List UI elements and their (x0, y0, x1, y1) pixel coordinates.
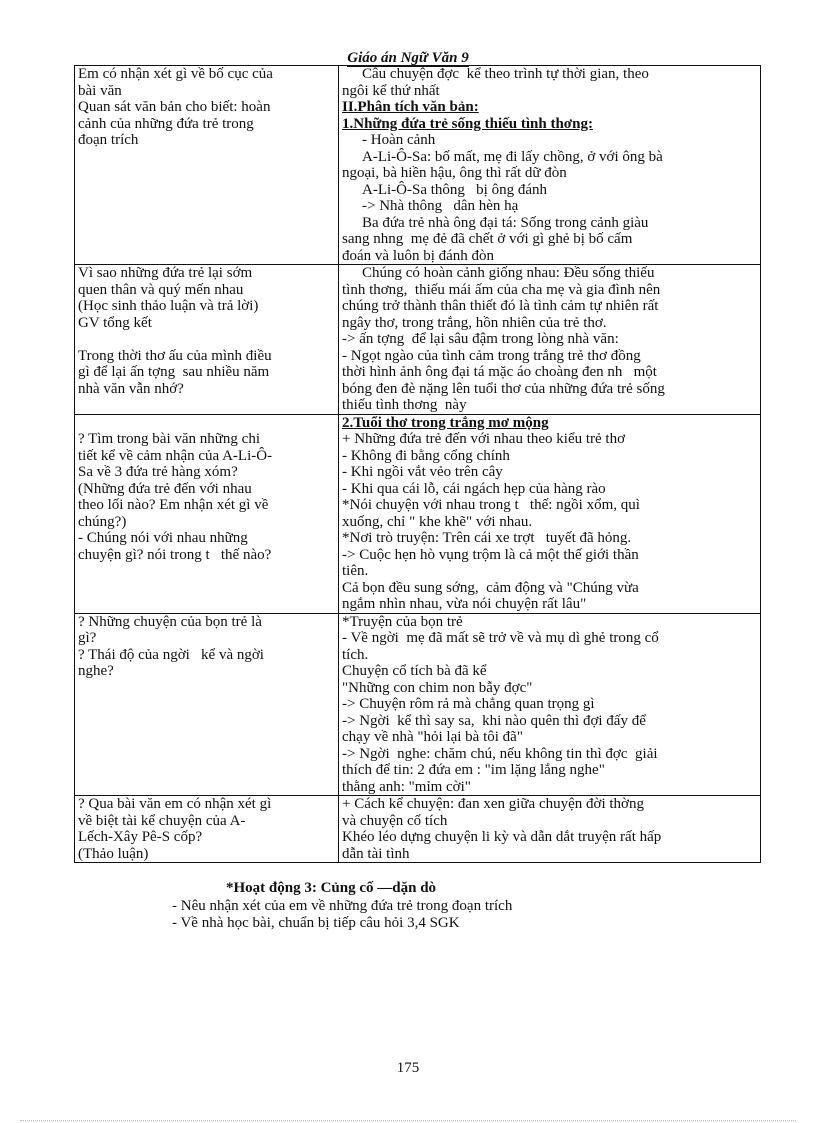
text-line: chạy về nhà "hỏi lại bà tôi đã" (342, 729, 523, 745)
subsection-heading: 2.Tuổi thơ trong trắng mơ mộng (342, 414, 549, 431)
text-line: Trong thời thơ ấu của mình điều (78, 347, 272, 364)
text-line: bóng đen đè nặng lên tuổi thơ của những đứa trẻ sống (342, 380, 665, 397)
text-line: đoạn trích (78, 132, 139, 148)
table-row (75, 265, 761, 415)
content-cell (339, 796, 761, 863)
spacer (78, 331, 335, 348)
content-cell (339, 613, 761, 796)
text-line: Lếch-Xây Pê-S cốp? (78, 829, 203, 845)
text-line: chuyện gì? nói trong t thế nào? (78, 546, 272, 563)
text-line: tình thơng, thiếu mái ấm của cha mẹ và gia đình nên (342, 281, 661, 298)
question-cell (75, 414, 339, 613)
text-line: Chuyện cổ tích bà đã kể (342, 663, 487, 679)
text-line: và chuyện cổ tích (342, 812, 448, 829)
text-line: *Nơi trò truyện: Trên cái xe trợt tuyết đã hỏng. (342, 530, 632, 546)
text-line: - Hoàn cảnh (362, 132, 436, 148)
note-line: - Về nhà học bài, chuẩn bị tiếp câu hỏi 3,4 SGK (172, 915, 460, 931)
text-line: (Thảo luận) (78, 845, 149, 862)
header-title: Giáo án Ngữ Văn 9 (347, 50, 469, 66)
text-line: - Không đi bằng cổng chính (342, 447, 510, 464)
text-line: Em có nhận xét gì về bố cục của (78, 66, 273, 82)
question-cell (75, 613, 339, 796)
page-edge-divider (20, 1120, 796, 1121)
text-line: gì? (78, 630, 97, 646)
text-line: - Khi ngồi vắt vẻo trên cây (342, 464, 503, 480)
text-line: - Về ngời mẹ đã mất sẽ trở về và mụ dì ghẻ trong cổ (342, 630, 659, 646)
text-line: ngắm nhìn nhau, vừa nói chuyện rất lâu" (342, 596, 587, 612)
text-line: Ba đứa trẻ nhà ông đại tá: Sống trong cảnh giàu (362, 214, 649, 231)
text-line: A-Li-Ô-Sa thông bị ông đánh (362, 181, 547, 198)
text-line: ? Thái độ của ngời kể và ngời (78, 646, 264, 663)
text-line: -> Ngời kể thì say sa, khi nào quên thì đợi đấy để (342, 712, 646, 729)
text-line: -> ấn tợng để lại sâu đậm trong lòng nhà văn: (342, 331, 619, 347)
text-line: thằng anh: "mỉm cời" (342, 778, 471, 795)
table-row (75, 414, 761, 613)
text-line: Sa về 3 đứa trẻ hàng xóm? (78, 464, 238, 480)
text-line: "Những con chim non bẫy đợc" (342, 679, 533, 696)
text-line: GV tổng kết (78, 314, 152, 331)
text-line: -> Nhà thông dân hèn hạ (362, 198, 519, 214)
text-line: -> Cuộc hẹn hò vụng trộm là cả một thế giới thần (342, 546, 639, 563)
text-line: ngoại, bà hiền hậu, ông thì rất dữ đòn (342, 165, 567, 181)
text-line: sang nhng mẹ đẻ đã chết ở với gì ghẻ bị bố cấm (342, 231, 633, 247)
lesson-table (74, 65, 761, 863)
spacer (78, 415, 335, 432)
text-line: Khéo léo dựng chuyện li kỳ và dẫn dắt truyện rất hấp (342, 829, 662, 845)
text-line: (Những đứa trẻ đến với nhau (78, 480, 252, 497)
text-line: (Học sinh thảo luận và trả lời) (78, 298, 259, 314)
activity-notes (172, 898, 512, 932)
text-line: + Những đứa trẻ đến với nhau theo kiểu trẻ thơ (342, 431, 626, 447)
text-line: dẫn tài tình (342, 845, 410, 862)
text-line: *Truyện của bọn trẻ (342, 613, 463, 630)
text-line: + Cách kể chuyện: đan xen giữa chuyện đời thờng (342, 796, 644, 812)
table-row (75, 613, 761, 796)
text-line: - Khi qua cái lỗ, cái ngách hẹp của hàng rào (342, 480, 606, 497)
activity-heading: *Hoạt động 3: Củng cố —dặn dò (226, 880, 437, 896)
text-line: Câu chuyện đợc kể theo trình tự thời gian, theo (362, 66, 649, 82)
section-heading: II.Phân tích văn bản: (342, 99, 479, 115)
text-line: - Chúng nói với nhau những (78, 530, 248, 546)
subsection-heading: 1.Những đứa trẻ sống thiếu tình thơng: (342, 115, 593, 132)
question-cell (75, 265, 339, 415)
text-line: tích. (342, 646, 369, 663)
page-number: 175 (396, 1060, 420, 1076)
text-line: Vì sao những đứa trẻ lại sớm (78, 265, 253, 281)
text-line: cảnh của những đứa trẻ trong (78, 115, 254, 132)
text-line: quen thân và quý mến nhau (78, 281, 244, 298)
question-cell (75, 796, 339, 863)
table-row (75, 796, 761, 863)
content-cell (339, 414, 761, 613)
text-line: tiết kể về cảm nhận của A-Li-Ô- (78, 447, 273, 464)
text-line: Quan sát văn bản cho biết: hoàn (78, 99, 271, 115)
text-line: A-Li-Ô-Sa: bố mất, mẹ đi lấy chồng, ở với ông bà (362, 148, 663, 165)
content-cell (339, 265, 761, 415)
text-line: ? Những chuyện của bọn trẻ là (78, 613, 262, 630)
text-line: -> Chuyện rôm rả mà chẳng quan trọng gì (342, 696, 595, 712)
text-line: ngây thơ, trong trắng, hồn nhiên của trẻ thơ. (342, 314, 607, 331)
text-line: chúng?) (78, 513, 127, 530)
text-line: tiên. (342, 563, 369, 579)
table-row (75, 66, 761, 265)
text-line: Chúng có hoàn cảnh giống nhau: Đều sống thiếu (362, 265, 655, 281)
question-cell (75, 66, 339, 265)
text-line: thiếu tình thơng này (342, 397, 467, 413)
note-line: - Nêu nhận xét của em về những đứa trẻ trong đoạn trích (172, 898, 513, 914)
text-line: về biệt tài kể chuyện của A- (78, 812, 246, 829)
text-line: nghe? (78, 663, 114, 679)
text-line: thích để tin: 2 đứa em : "im lặng lắng nghe" (342, 762, 605, 778)
text-line: - Ngọt ngào của tình cảm trong trắng trẻ thơ đồng (342, 347, 641, 364)
text-line: ? Tìm trong bài văn những chi (78, 431, 260, 447)
text-line: gì để lại ấn tợng sau nhiều năm (78, 364, 270, 380)
content-cell (339, 66, 761, 265)
text-line: nhà văn vẫn nhớ? (78, 380, 184, 397)
text-line: *Nói chuyện với nhau trong t thế: ngồi xổm, quì (342, 497, 640, 513)
text-line: thời hình ảnh ông đại tá mặc áo choàng đen nh một (342, 364, 657, 380)
text-line: -> Ngời nghe: chăm chú, nếu không tin thì đợc giải (342, 745, 658, 762)
text-line: bài văn (78, 82, 122, 99)
text-line: theo lối nào? Em nhận xét gì về (78, 497, 269, 513)
text-line: chúng trở thành thân thiết đó là tình cảm tự nhiên rất (342, 298, 659, 314)
text-line: Cả bọn đều sung sớng, cảm động và "Chúng vừa (342, 579, 639, 596)
page-header (0, 50, 816, 66)
text-line: xuống, chỉ " khe khẽ" với nhau. (342, 513, 533, 530)
text-line: đoán và luôn bị đánh đòn (342, 247, 495, 264)
text-line: ngôi kể thứ nhất (342, 82, 440, 99)
text-line: ? Qua bài văn em có nhận xét gì (78, 796, 272, 812)
